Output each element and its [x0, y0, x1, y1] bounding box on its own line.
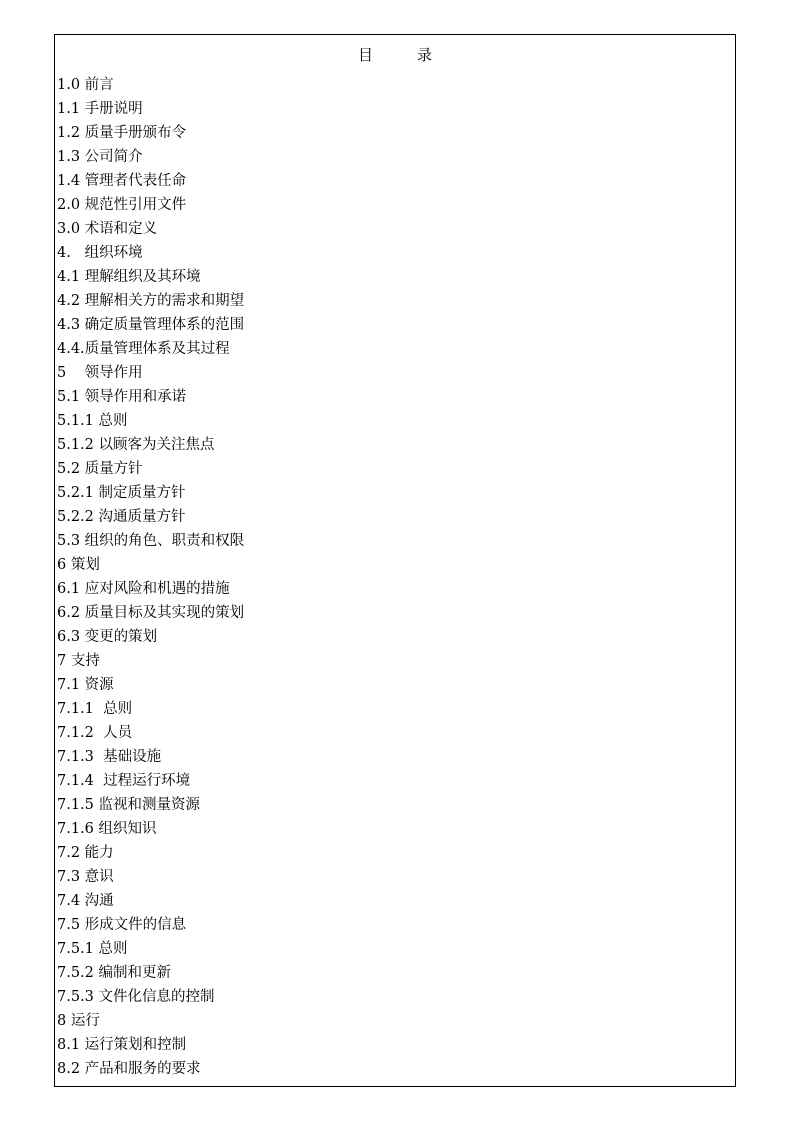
toc-entry: 2.0 规范性引用文件: [57, 197, 187, 213]
toc-entry: 7.1.6 组织知识: [57, 821, 157, 837]
toc-entry: 6.3 变更的策划: [57, 629, 158, 645]
toc-entry: 5.2.1 制定质量方针: [57, 485, 186, 501]
toc-entry: 7.1.3 基础设施: [57, 749, 162, 765]
toc-entry: 5.3 组织的角色、职责和权限: [57, 533, 245, 549]
toc-entry: 7.1.2 人员: [57, 725, 133, 741]
toc-entry: 1.3 公司简介: [57, 149, 143, 165]
toc-title: [55, 44, 735, 68]
toc-entry: 7.4 沟通: [57, 893, 114, 909]
toc-entry: 6 策划: [57, 557, 100, 573]
toc-title-char-2: 录: [417, 46, 433, 64]
toc-entry: 7.3 意识: [57, 869, 114, 885]
toc-entry: 4.1 理解组织及其环境: [57, 269, 201, 285]
toc-entry: 5 领导作用: [57, 365, 143, 381]
toc-entry: 7.1.5 监视和测量资源: [57, 797, 201, 813]
toc-entry: 4.3 确定质量管理体系的范围: [57, 317, 245, 333]
toc-entry: 8.2 产品和服务的要求: [57, 1061, 201, 1077]
toc-entry: 1.2 质量手册颁布令: [57, 125, 187, 141]
toc-entry: 4. 组织环境: [57, 245, 143, 261]
toc-entry: 8.1 运行策划和控制: [57, 1037, 187, 1053]
toc-entry: 7 支持: [57, 653, 100, 669]
toc-entry: 4.2 理解相关方的需求和期望: [57, 293, 245, 309]
toc-entry: 5.1 领导作用和承诺: [57, 389, 187, 405]
toc-entry: 8 运行: [57, 1013, 100, 1029]
toc-entry: 7.1 资源: [57, 677, 114, 693]
toc-table: [54, 34, 736, 1087]
toc-entry: 1.1 手册说明: [57, 101, 143, 117]
toc-entry: 7.2 能力: [57, 845, 114, 861]
toc-entry: 7.5 形成文件的信息: [57, 917, 187, 933]
toc-entry: 5.1.2 以顾客为关注焦点: [57, 437, 215, 453]
toc-entry: 5.2.2 沟通质量方针: [57, 509, 186, 525]
toc-entry: 5.1.1 总则: [57, 413, 128, 429]
toc-entry: 1.0 前言: [57, 77, 114, 93]
toc-entry: 3.0 术语和定义: [57, 221, 158, 237]
toc-entry: 6.2 质量目标及其实现的策划: [57, 605, 245, 621]
toc-entry: 7.1.1 总则: [57, 701, 133, 717]
toc-entry: 7.5.2 编制和更新: [57, 965, 172, 981]
toc-list: [57, 73, 244, 1081]
toc-entry: 5.2 质量方针: [57, 461, 143, 477]
toc-entry: 7.1.4 过程运行环境: [57, 773, 191, 789]
toc-entry: 1.4 管理者代表任命: [57, 173, 187, 189]
toc-entry: 7.5.1 总则: [57, 941, 128, 957]
toc-title-char-1: 目: [357, 46, 373, 64]
toc-entry: 6.1 应对风险和机遇的措施: [57, 581, 230, 597]
toc-entry: 7.5.3 文件化信息的控制: [57, 989, 215, 1005]
toc-entry: 4.4.质量管理体系及其过程: [57, 341, 230, 357]
